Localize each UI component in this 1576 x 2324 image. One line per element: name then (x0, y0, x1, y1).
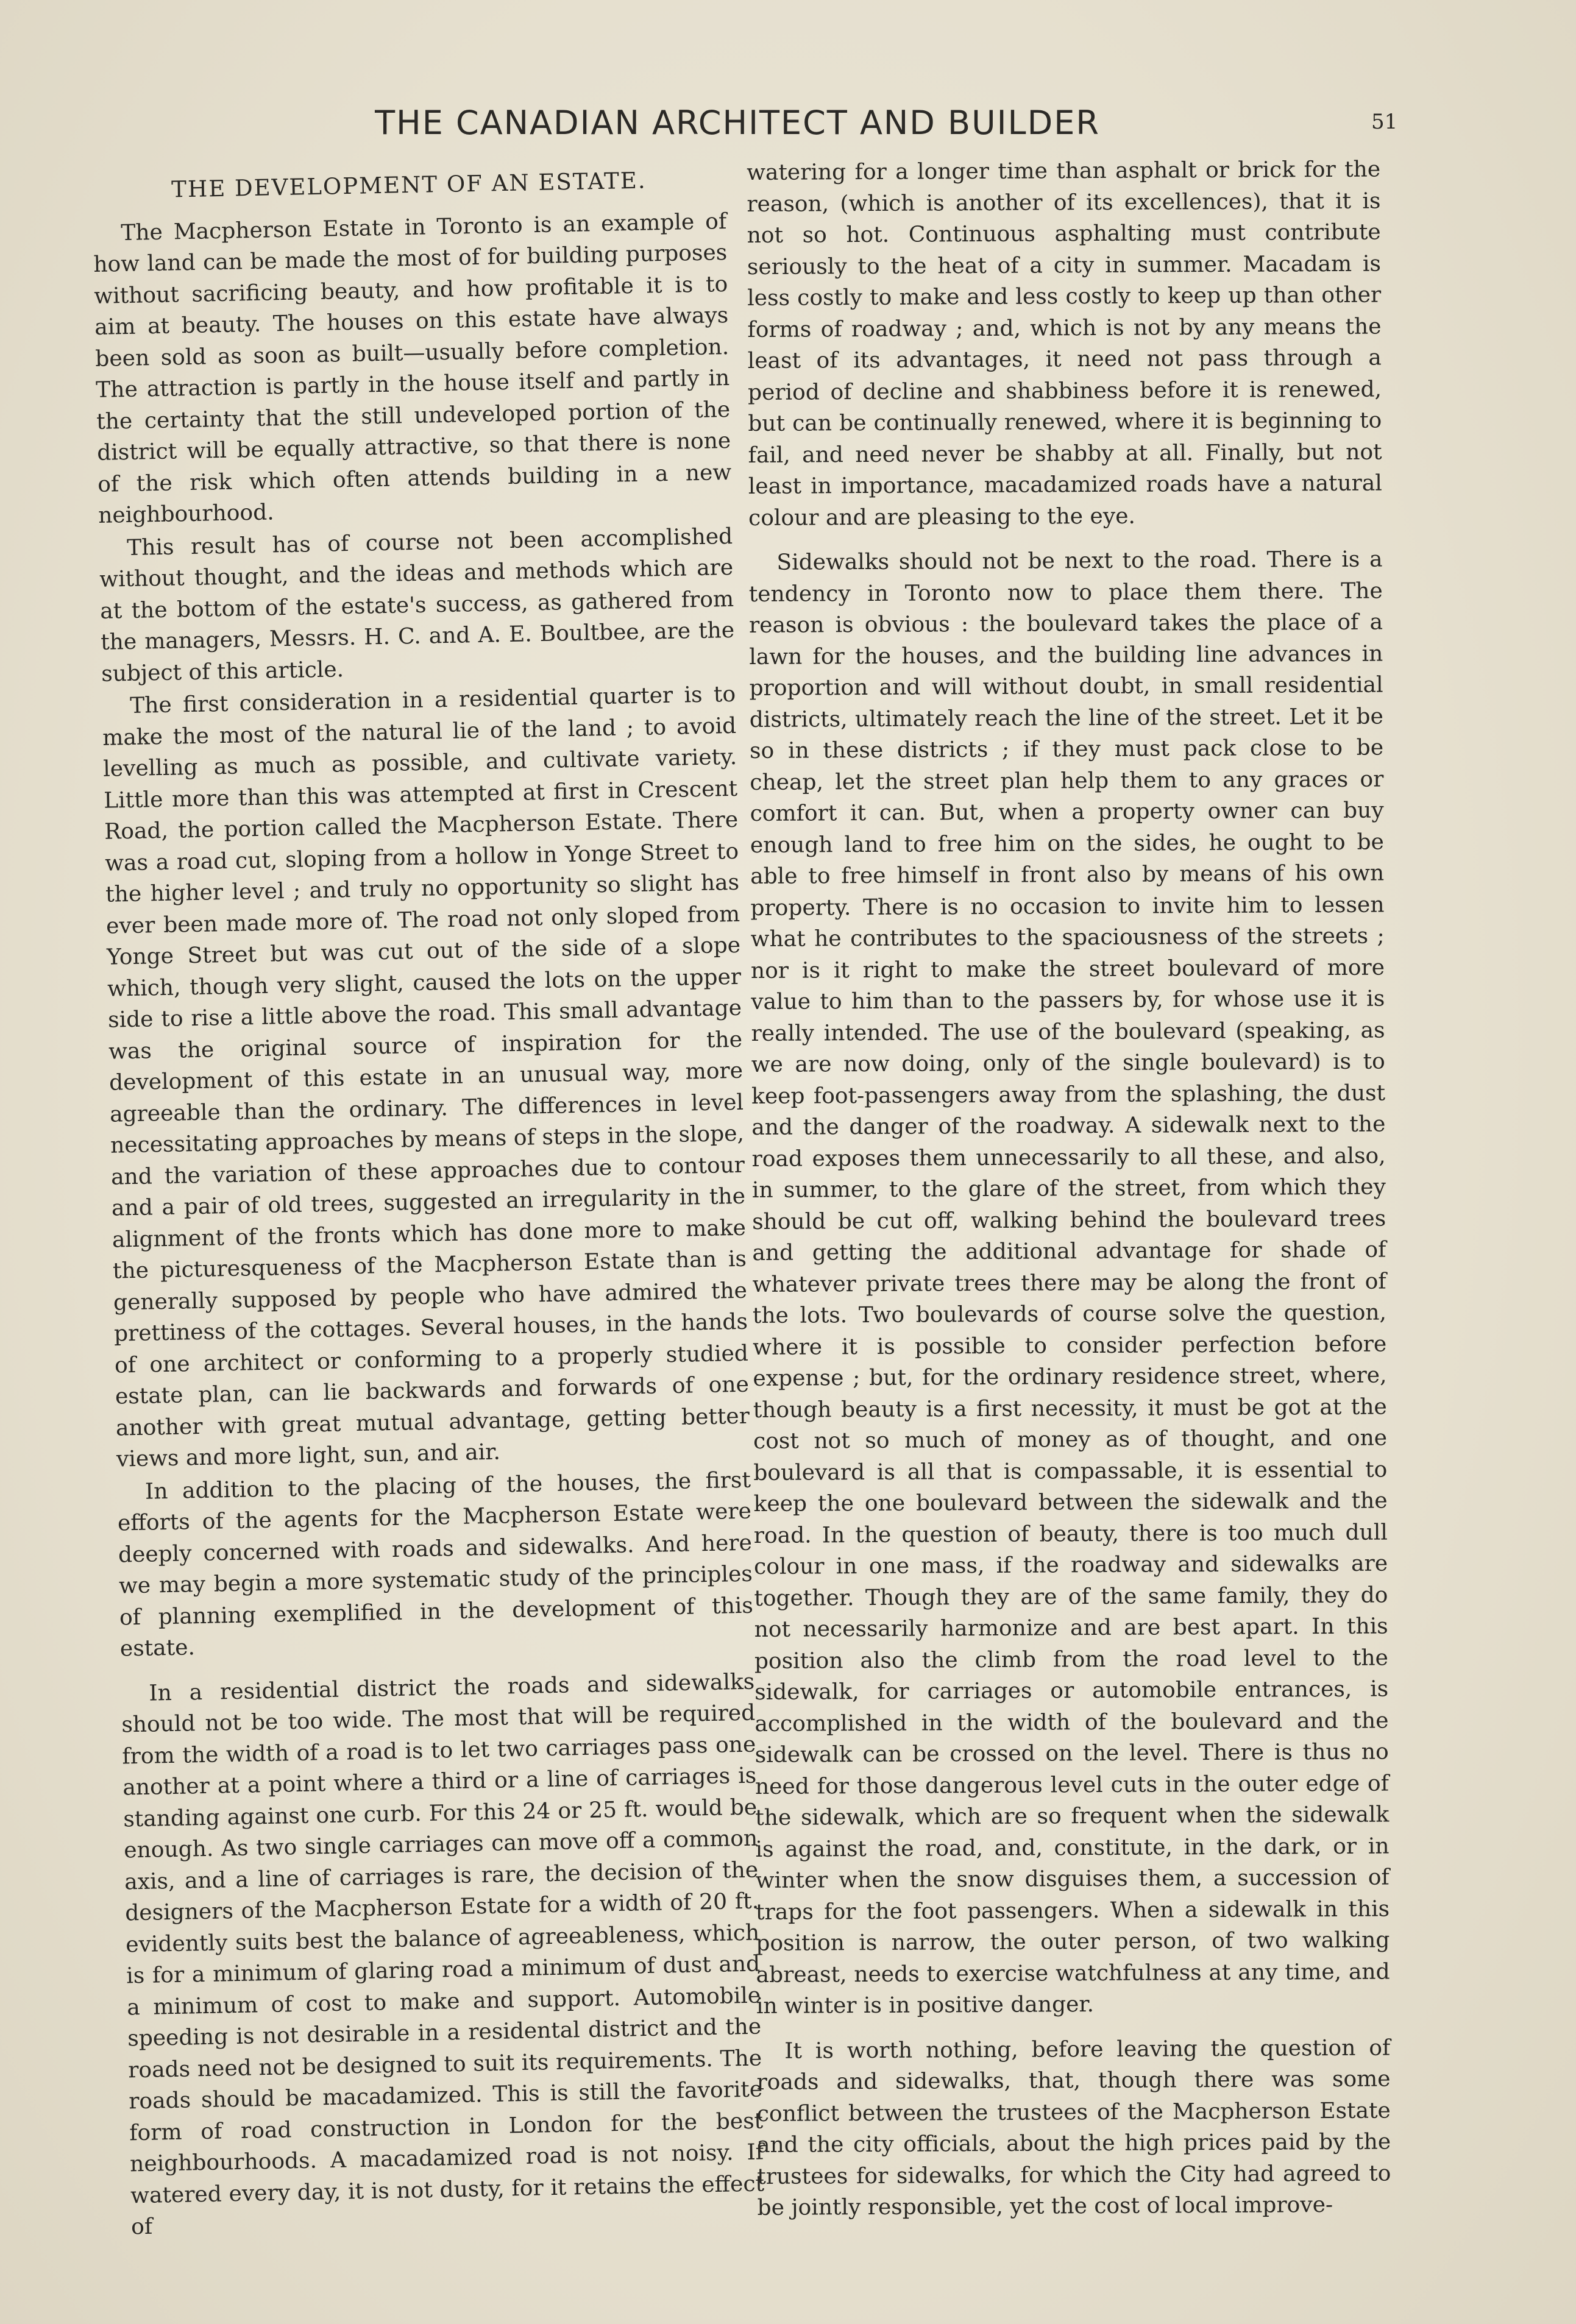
paragraph: Sidewalks should not be next to the road. There is a tendency in Toronto now to place them there. The reason is obvious : the boulevard takes the place of a lawn for the houses, and the building line advances in proportion and will without doubt, in small residential districts, ultimately reach the line of the street. Let it be so in these districts ; if they must pack close to be cheap, let the street plan help them to any graces or comfort it can. But, when a property owner can buy enough land to free him on the sides, he ought to be able to free himself in front also by means of his own property. There is no occasion to invite him to lessen what he contributes to the spaciousness of the streets ; nor is it right to make the street boulevard of more value to him than to the passers by, for whose use it is really intended. The use of the boulevard (speaking, as we are now doing, only of the single boulevard) is to keep foot-passengers away from the splashing, the dust and the danger of the roadway. A sidewalk next to the road exposes them unnecessarily to all these, and also, in summer, to the glare of the street, from which they should be cut off, walking behind the boulevard trees and getting the additional advantage for shade of whatever private trees there may be along the front of the lots. Two boulevards of course solve the question, where it is possible to consider perfection before expense ; but, for the ordinary residence street, where, though beauty is a first necessity, it must be got at the cost not so much of money as of thought, and one boulevard is all that is compassable, it is essential to keep the one boulevard between the sidewalk and the road. In the question of beauty, there is too much dull colour in one mass, if the roadway and sidewalks are together. Though they are of the same family, they do not necessarily harmonize and are best apart. In this position also the climb from the road level to the sidewalk, for carriages or automobile entrances, is accomplished in the width of the boulevard and the sidewalk can be crossed on the level. There is thus no need for those dangerous level cuts in the outer edge of the sidewalk, which are so frequent when the sidewalk is against the road, and, constitute, in the dark, or in winter when the snow disguises them, a succession of traps for the foot passengers. When a sidewalk in this position is narrow, the outer person, of two walking abreast, needs to exercise watchfulness at any time, and in winter is in positive danger. (748, 547, 1390, 2019)
paragraph: The Macpherson Estate in Toronto is an example of how land can be made the most of for building purposes without sacrificing beauty, and how profitable it is to aim at beauty. The houses on this estate have always been sold as soon as built—usually before completion. The attraction is partly in the house itself and partly in the certainty that the still undeveloped portion of the district will be equally attractive, so that there is none of the risk which often attends building in a new neighbourhood. (93, 208, 732, 528)
left-column (91, 146, 765, 2244)
page-header (0, 104, 1576, 158)
paragraph: watering for a longer time than asphalt or brick for the reason, (which is another of its excellences), that it is not so hot. Continuous asphalting must contribute seriously to the heat of a city in summer. Macadam is less costly to make and less costly to keep up than other forms of roadway ; and, which is not by any means the least of its advantages, it need not pass through a period of decline and shabbiness before it is renewed, but can be continually renewed, where it is beginning to fail, and need never be shabby at all. Finally, but not least in importance, macadamized roads have a natural colour and are pleasing to the eye. (747, 157, 1382, 531)
right-column (747, 154, 1391, 2225)
paragraph: The first consideration in a residential quarter is to make the most of the natural lie of the land ; to avoid levelling as much as possible, and cultivate variety. Little more than this was attempted at first in Crescent Road, the portion called the Macpherson Estate. There was a road cut, sloping from a hollow in Yonge Street to the higher level ; and truly no opportunity so slight has ever been made more of. The road not only sloped from Yonge Street but was cut out of the side of a slope which, though very slight, caused the lots on the upper side to rise a little above the road. This small advantage was the original source of inspiration for the development of this estate in an unusual way, more agreeable than the ordinary. The differences in level necessitating approaches by means of steps in the slope, and the variation of these approaches due to contour and a pair of old trees, suggested an irregularity in the alignment of the fronts which has done more to make the picturesqueness of the Macpherson Estate than is generally supposed by people who have admired the prettiness of the cottages. Several houses, in the hands of one architect or conforming to a properly studied estate plan, can lie backwards and forwards of one another with great mutual advantage, getting better views and more light, sun, and air. (102, 681, 750, 1472)
paragraph: This result has of course not been accomplished without thought, and the ideas and methods which are at the bottom of the estate's success, as gathered from the managers, Messrs. H. C. and A. E. Boultbee, are the subject of this article. (99, 523, 735, 687)
paragraph: It is worth nothing, before leaving the question of roads and sidewalks, that, though there was some conflict between the trustees of the Macpherson Estate and the city officials, about the high prices paid by the trustees for sidewalks, for which the City had agreed to be jointly responsible, yet the cost of local improve- (756, 2035, 1391, 2220)
journal-title: THE CANADIAN ARCHITECT AND BUILDER (375, 104, 1100, 142)
paragraph: In addition to the placing of the houses, the first efforts of the agents for the Macpherson Estate were deeply concerned with roads and sidewalks. And here we may begin a more systematic study of the principles of planning exemplified in the development of this estate. (117, 1467, 754, 1662)
page-number: 51 (1371, 110, 1398, 134)
paragraph: In a residential district the roads and sidewalks should not be too wide. The most that will be required from the width of a road is to let two carriages pass one another at a point where a third or a line of carriages is standing against one curb. For this 24 or 25 ft. would be enough. As two single carriages can move off a common axis, and a line of carriages is rare, the decision of the designers of the Macpherson Estate for a width of 20 ft. evidently suits best the balance of agreeableness, which is for a minimum of glaring road a minimum of dust and a minimum of cost to make and support. Automobile speeding is not desirable in a residental district and the roads need not be designed to suit its requirements. The roads should be macadamized. This is still the favorite form of road construction in London for the best neighbourhoods. A macadamized road is not noisy. If watered every day, it is not dusty, for it retains the effect of (121, 1669, 765, 2240)
article-title: THE DEVELOPMENT OF AN ESTATE. (171, 167, 647, 203)
